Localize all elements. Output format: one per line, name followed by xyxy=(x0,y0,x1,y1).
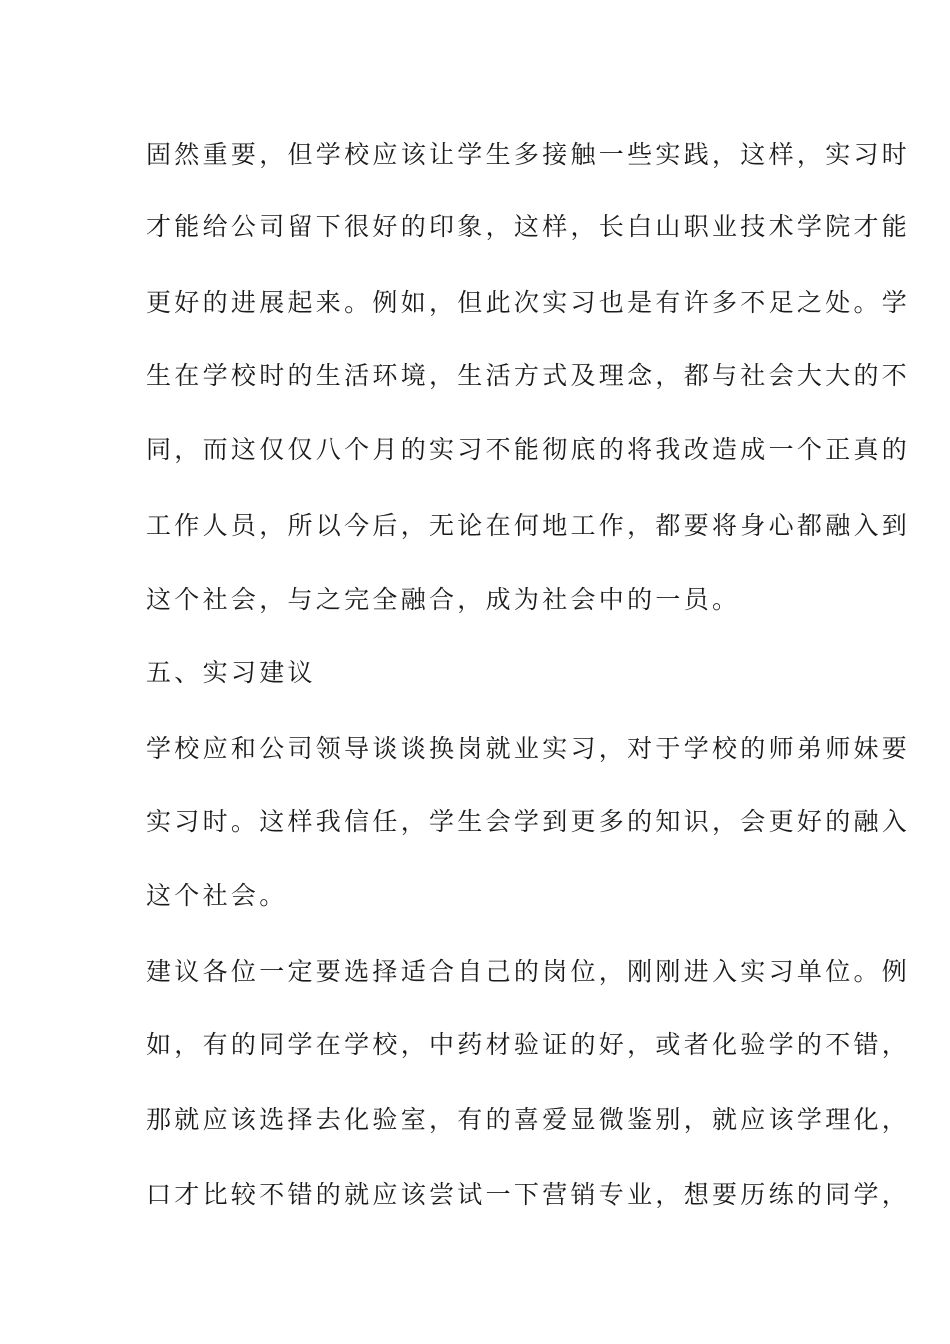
text-line: 这个社会，与之完全融合，成为社会中的一员。 xyxy=(146,585,741,614)
text-line: 固然重要，但学校应该让学生多接触一些实践，这样，实习时 xyxy=(146,140,911,169)
text-line: 同，而这仅仅八个月的实习不能彻底的将我改造成一个正真的 xyxy=(146,435,911,464)
text-line: 才能给公司留下很好的印象，这样，长白山职业技术学院才能 xyxy=(146,212,911,241)
text-line: 建议各位一定要选择适合自己的岗位，刚刚进入实习单位。例 xyxy=(146,957,911,986)
text-line: 学校应和公司领导谈谈换岗就业实习，对于学校的师弟师妹要 xyxy=(146,734,911,763)
text-line: 实习时。这样我信任，学生会学到更多的知识，会更好的融入 xyxy=(146,807,911,836)
text-line: 工作人员，所以今后，无论在何地工作，都要将身心都融入到 xyxy=(146,511,911,540)
text-line: 如，有的同学在学校，中药材验证的好，或者化验学的不错， xyxy=(146,1030,911,1059)
text-line: 那就应该选择去化验室，有的喜爱显微鉴别，就应该学理化， xyxy=(146,1105,911,1134)
section-heading: 五、实习建议 xyxy=(146,658,316,687)
text-line: 口才比较不错的就应该尝试一下营销专业，想要历练的同学， xyxy=(146,1180,911,1209)
text-line: 这个社会。 xyxy=(146,881,288,910)
text-line: 生在学校时的生活环境，生活方式及理念，都与社会大大的不 xyxy=(146,361,911,390)
text-line: 更好的进展起来。例如，但此次实习也是有许多不足之处。学 xyxy=(146,288,911,317)
